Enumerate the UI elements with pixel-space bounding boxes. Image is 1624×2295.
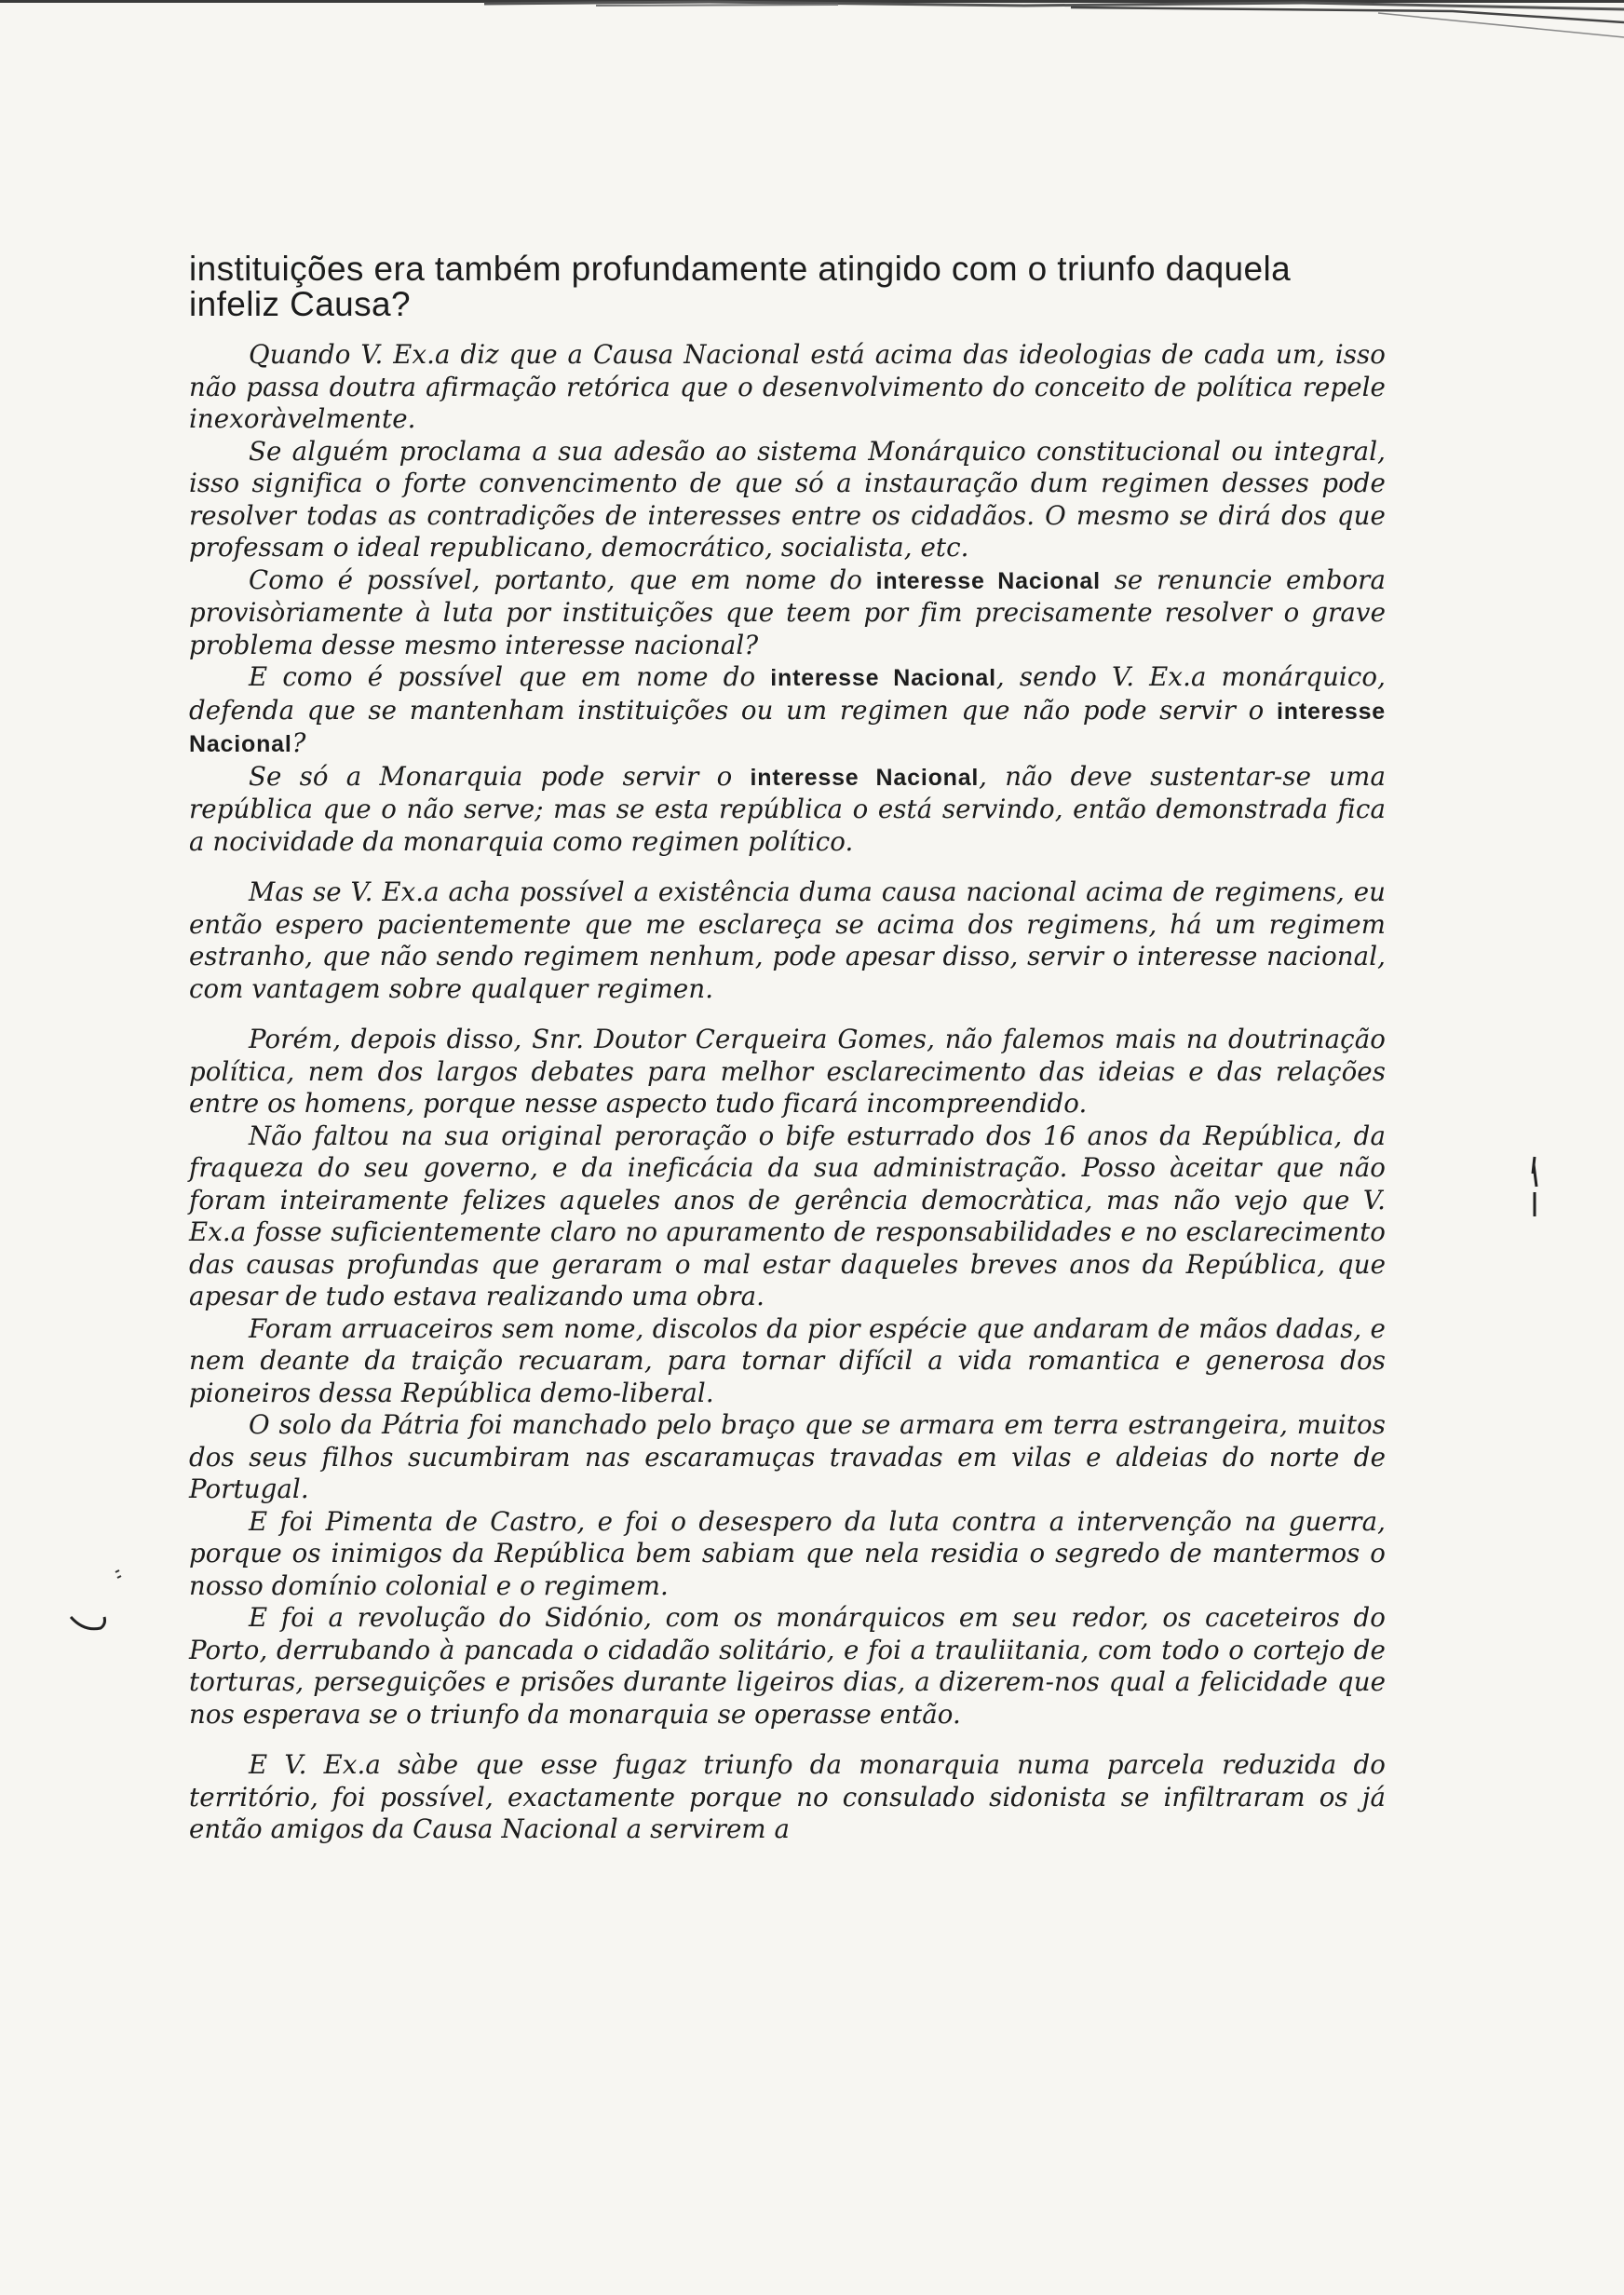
paragraph-text: Não faltou na sua original peroração o bife esturrado dos 16 anos da República, da fraqueza do seu governo, e da ineficácia da sua administração. Posso àceitar que não foram inteiramente felizes aqueles anos de gerência democràtica, mas não vejo que V. Ex.a fosse suficientemente claro no apuramento de responsabilidades e no esclarecimento das causas profundas que geraram o mal estar daqueles breves anos da República, que apesar de tudo estava realizando uma obra. <box>189 1120 1386 1311</box>
body-paragraph <box>189 661 1386 761</box>
paragraph-text: Como é possível, portanto, que em nome do <box>249 564 876 595</box>
paragraph-text: , não deve sustentar-se uma república que o não serve; mas se esta república o está servindo, então demonstrada fica a nocividade da monarquia como regimen político. <box>189 760 1386 857</box>
body-paragraph <box>189 1120 1386 1313</box>
body-paragraph <box>189 1749 1386 1846</box>
paragraph-text: Se alguém proclama a sua adesão ao sistema Monárquico constitucional ou integral, isso significa o forte convencimento de que só a instauração dum regimen desses pode resolver todas as contradições de interesses entre os cidadãos. O mesmo se dirá dos que professam o ideal republicano, democrático, socialista, etc. <box>189 435 1386 563</box>
body-paragraph <box>189 1313 1386 1410</box>
body-paragraph <box>189 876 1386 1005</box>
body-paragraph <box>189 761 1386 859</box>
emphasized-term: interesse Nacional <box>189 698 1386 757</box>
paragraph-text: Foram arruaceiros sem nome, discolos da pior espécie que andaram de mãos dadas, e nem deante da traição recuaram, para tornar difícil a vida romantica e generosa dos pioneiros dessa República demo-liberal. <box>189 1312 1386 1408</box>
paragraph-text: E foi a revolução do Sidónio, com os monárquicos em seu redor, os caceteiros do Porto, derrubando à pancada o cidadão solitário, e foi a trauliitania, com todo o cortejo de torturas, perseguições e prisões durante ligeiros dias, a dizerem-nos qual a felicidade que nos esperava se o triunfo da monarquia se operasse então. <box>189 1602 1386 1730</box>
paragraph-text: O solo da Pátria foi manchado pelo braço que se armara em terra estrangeira, muitos dos seus filhos sucumbiram nas escaramuças travadas em vilas e aldeias do norte de Portugal. <box>189 1409 1386 1504</box>
paragraph-text: Quando V. Ex.a diz que a Causa Nacional está acima das ideologias de cada um, isso não passa doutra afirmação retórica que o desenvolvimento do conceito de política repele inexoràvelmente. <box>189 339 1386 434</box>
body-paragraph <box>189 1506 1386 1603</box>
body-paragraph <box>189 1602 1386 1731</box>
paragraph-text: ? <box>291 727 306 758</box>
emphasized-term: interesse Nacional <box>770 665 996 691</box>
paragraph-text: Porém, depois disso, Snr. Doutor Cerqueira Gomes, não falemos mais na doutrinação política, nem dos largos debates para melhor esclarecimento das ideias e das relações entre os homens, porque nesse aspecto tudo ficará incompreendido. <box>189 1024 1386 1119</box>
margin-hook-mark <box>63 1561 138 1645</box>
paragraph-text: Mas se V. Ex.a acha possível a existência duma causa nacional acima de regimens, eu então espero pacientemente que me esclareça se acima dos regimens, há um regimem estranho, que não sendo regimem nenhum, pode apesar disso, servir o interesse nacional, com vantagem sobre qualquer regimen. <box>189 876 1386 1004</box>
emphasized-term: interesse Nacional <box>875 567 1101 594</box>
paragraph-text: E V. Ex.a sàbe que esse fugaz triunfo da monarquia numa parcela reduzida do território, foi possível, exactamente porque no consulado sidonista se infiltraram os já então amigos da Causa Nacional a servirem a <box>189 1749 1386 1844</box>
paragraph-text: , sendo V. Ex.a monárquico, defenda que se mantenham instituições ou um regimen que não pode servir o <box>189 661 1386 726</box>
body-paragraph <box>189 1024 1386 1120</box>
paragraph-text: se renuncie embora provisòriamente à luta por instituições que teem por fim precisamente resolver o grave problema desse mesmo interesse nacional? <box>189 564 1387 660</box>
body-paragraph <box>189 436 1386 564</box>
margin-scribble <box>1525 1155 1544 1220</box>
paragraph-text: E como é possível que em nome do <box>249 661 771 692</box>
emphasized-term: interesse Nacional <box>750 764 980 791</box>
body-paragraph <box>189 564 1386 662</box>
paragraph-text: E foi Pimenta de Castro, e foi o desespero da luta contra a intervenção na guerra, porque os inimigos da República bem sabiam que nela residia o segredo de mantermos o nosso domínio colonial e o regimem. <box>189 1505 1386 1601</box>
letter-body <box>189 251 1386 1846</box>
scan-top-edge <box>0 0 1624 43</box>
intro-paragraph: instituições era também profundamente atingido com o triunfo daquela infeliz Causa? <box>189 250 1292 323</box>
body-paragraph <box>189 339 1386 436</box>
body-paragraph <box>189 1409 1386 1506</box>
paragraph-list <box>189 339 1386 1846</box>
paragraph-text: Se só a Monarquia pode servir o <box>249 760 751 792</box>
